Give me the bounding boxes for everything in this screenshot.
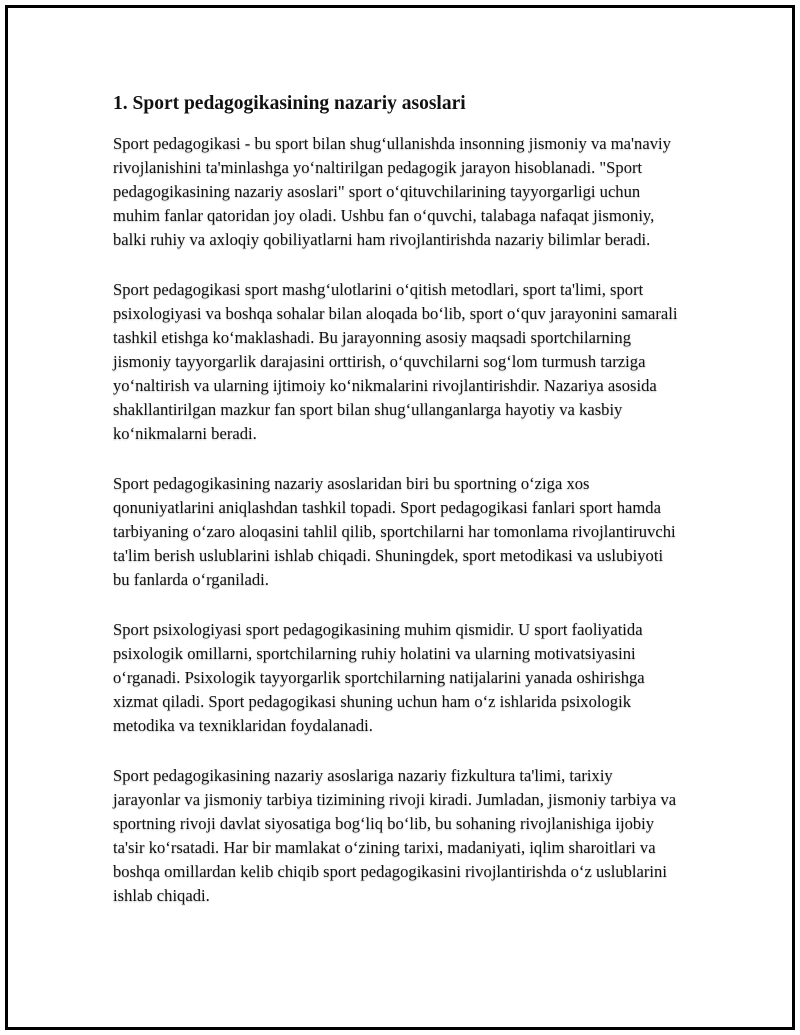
- paragraph-5: Sport pedagogikasining nazariy asoslariga nazariy fizkultura ta'limi, tarixiy jarayonlar va jismoniy tarbiya tizimining rivoji kiradi. Jumladan, jismoniy tarbiya va sportning rivoji davlat siyosatiga bog‘liq bo‘lib, bu sohaning rivojlanishiga ijobiy ta'sir ko‘rsatadi. Har bir mamlakat o‘zining tarixi, madaniyati, iqlim sharoitlari va boshqa omillardan kelib chiqib sport pedagogikasini rivojlantirishda o‘z uslublarini ishlab chiqadi.: [113, 766, 677, 905]
- paragraph-3: Sport pedagogikasining nazariy asoslaridan biri bu sportning o‘ziga xos qonuniyatlarini aniqlashdan tashkil topadi. Sport pedagogikasi fanlari sport hamda tarbiyaning o‘zaro aloqasini tahlil qilib, sportchilarni har tomonlama rivojlantiruvchi ta'lim berish uslublarini ishlab chiqadi. Shuningdek, sport metodikasi va uslubiyoti bu fanlarda o‘rganiladi.: [113, 474, 676, 589]
- paragraph-2: Sport pedagogikasi sport mashg‘ulotlarini o‘qitish metodlari, sport ta'limi, sport psixologiyasi va boshqa sohalar bilan aloqada bo‘lib, sport o‘quv jarayonini samarali tashkil etishga ko‘maklashadi. Bu jarayonning asosiy maqsadi sportchilarning jismoniy tayyorgarlik darajasini orttirish, o‘quvchilarni sog‘lom turmush tarziga yo‘naltirish va ularning ijtimoiy ko‘nikmalarini rivojlantirishdir. Nazariya asosida shakllantirilgan mazkur fan sport bilan shug‘ullanganlarga hayotiy va kasbiy ko‘nikmalarni beradi.: [113, 280, 678, 443]
- paragraph-4: Sport psixologiyasi sport pedagogikasining muhim qismidir. U sport faoliyatida psixologik omillarni, sportchilarning ruhiy holatini va ularning motivatsiyasini o‘rganadi. Psixologik tayyorgarlik sportchilarning natijalarini yanada oshirishga xizmat qiladi. Sport pedagogikasi shuning uchun ham o‘z ishlarida psixologik metodika va texniklaridan foydalanadi.: [113, 620, 645, 735]
- document-title: 1. Sport pedagogikasining nazariy asoslari: [113, 93, 466, 114]
- paragraph-1: Sport pedagogikasi - bu sport bilan shug‘ullanishda insonning jismoniy va ma'naviy rivojlanishini ta'minlashga yo‘naltirilgan pedagogik jarayon hisoblanadi. "Sport pedagogikasining nazariy asoslari" sport o‘qituvchilarining tayyorgarligi uchun muhim fanlar qatoridan joy oladi. Ushbu fan o‘quvchi, talabaga nafaqat jismoniy, balki ruhiy va axloqiy qobiliyatlarni ham rivojlantirishda nazariy bilimlar beradi.: [113, 134, 671, 249]
- document-body: [113, 90, 683, 934]
